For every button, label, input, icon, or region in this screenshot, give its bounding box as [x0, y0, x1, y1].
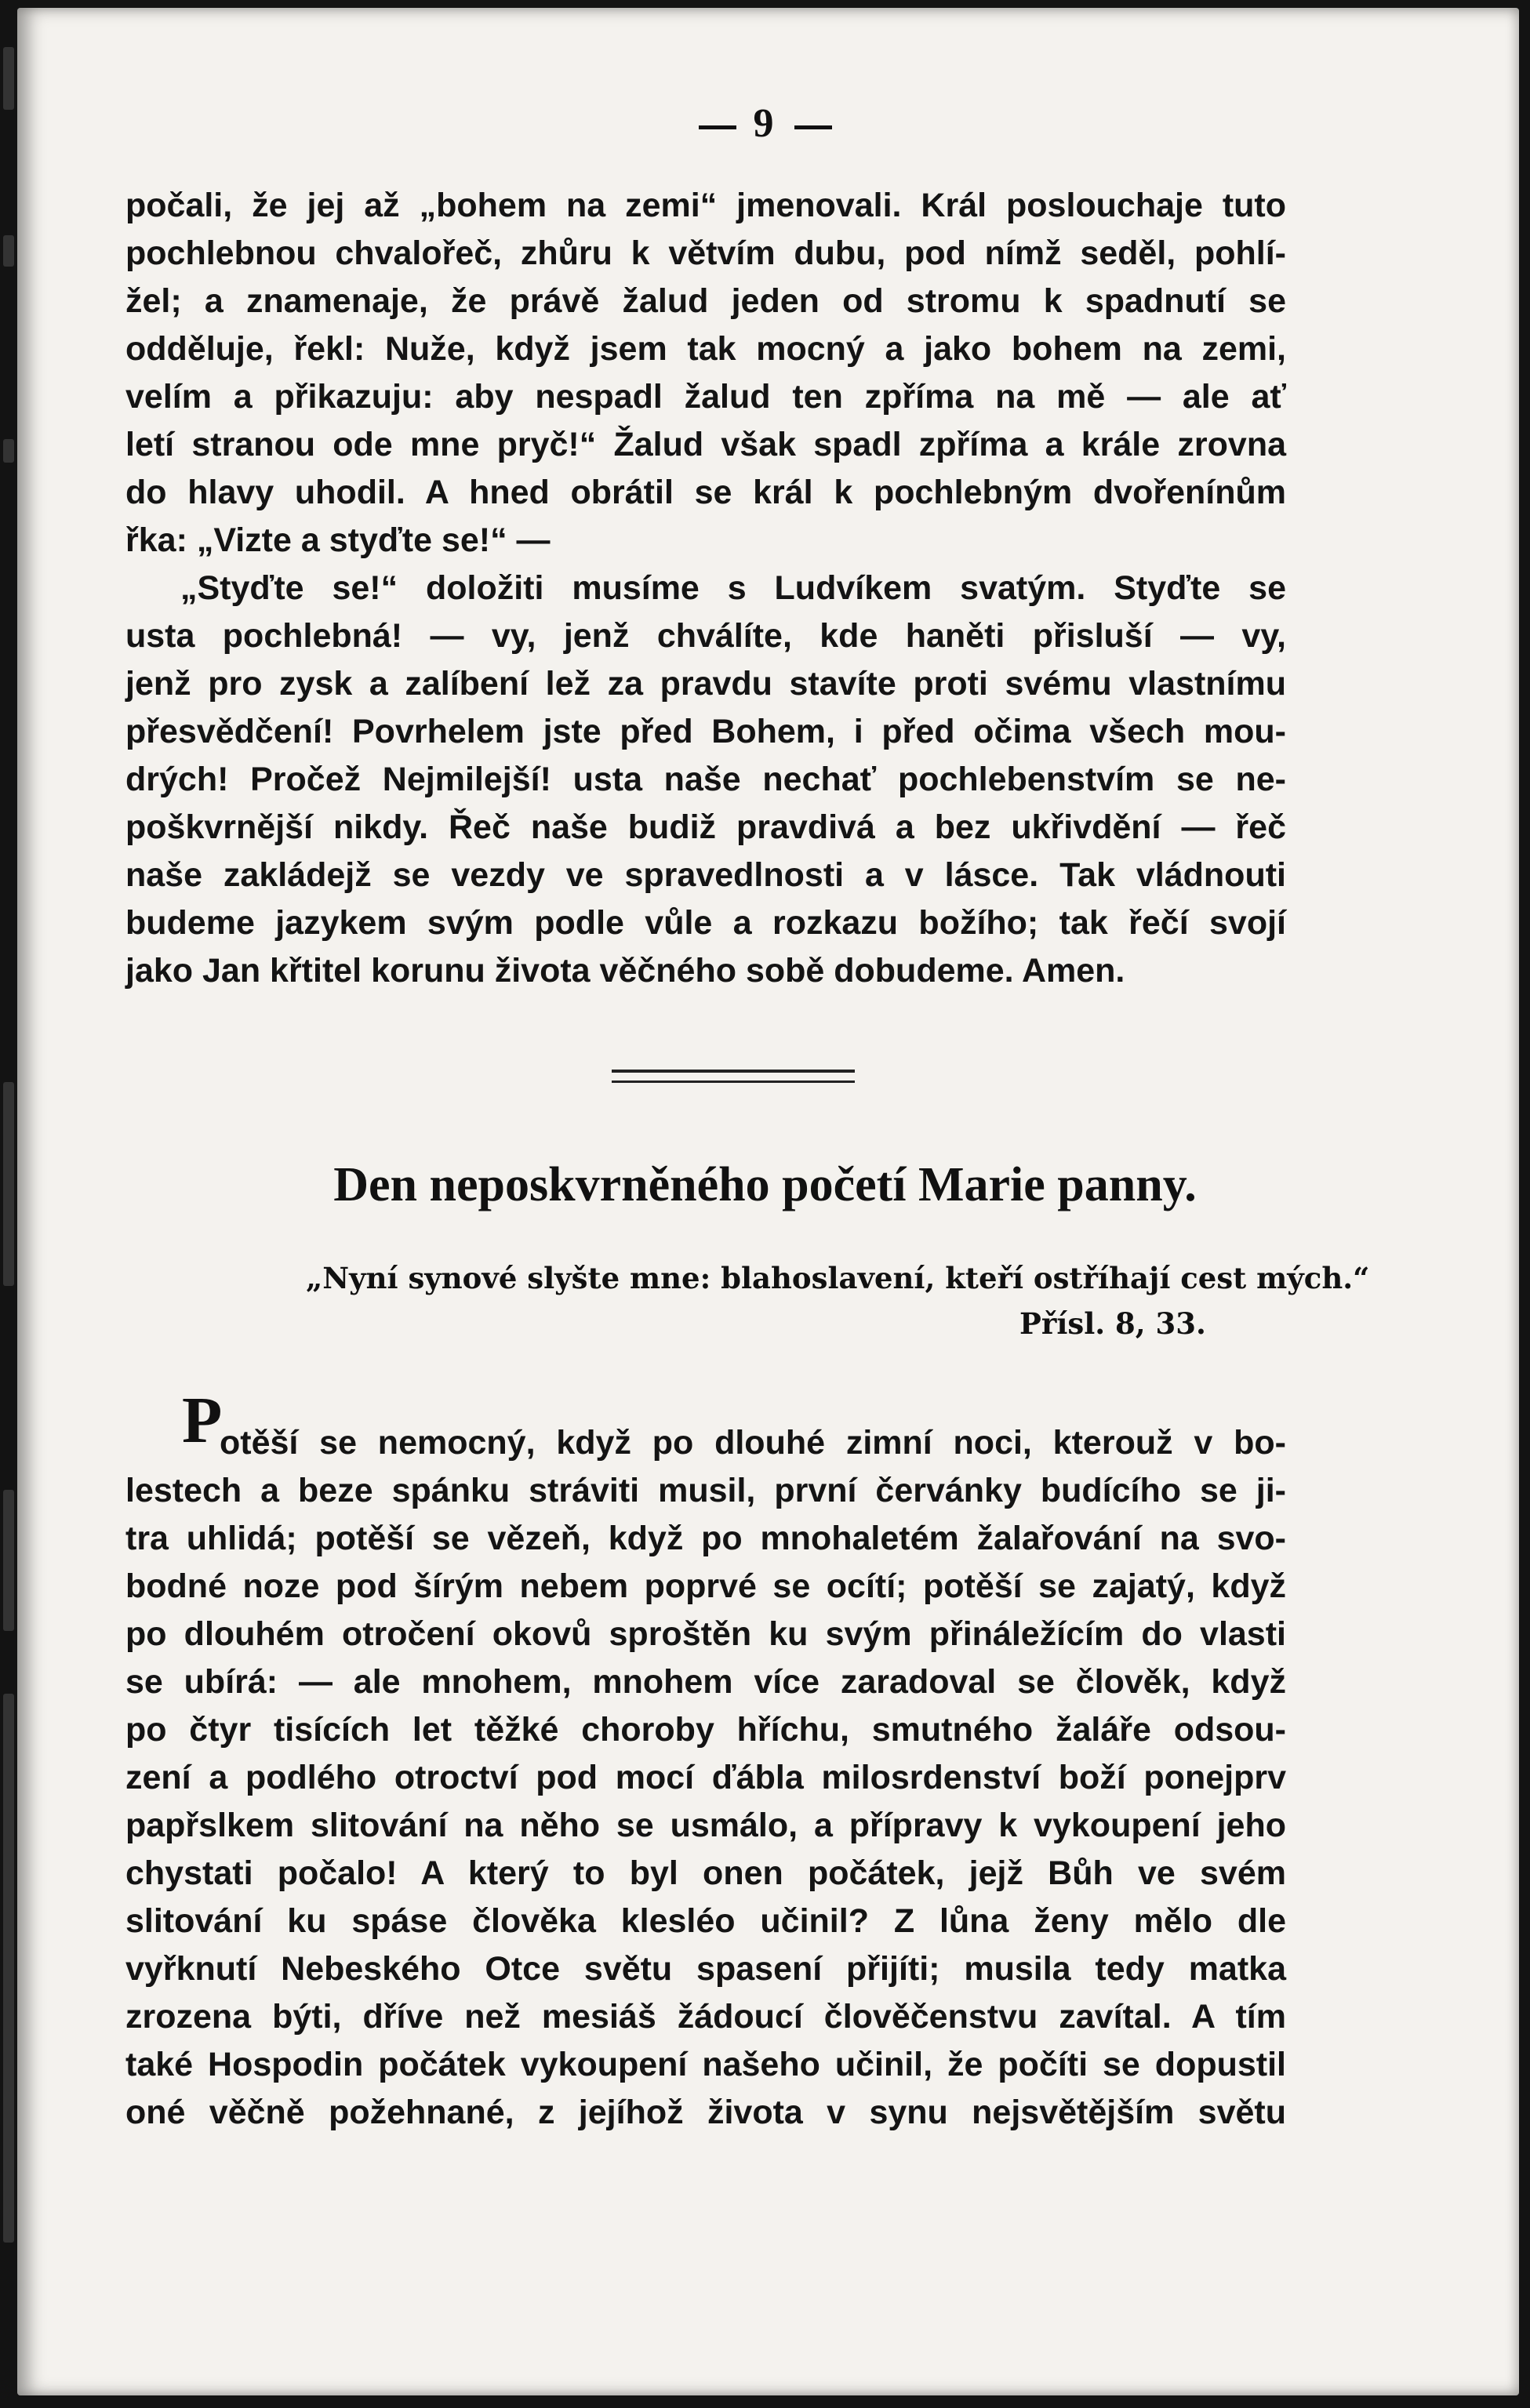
text-line: jako Jan křtitel korunu života věčného sobě dobudeme. Amen.: [125, 952, 1125, 990]
text-line: také Hospodin počátek vykoupení našeho učinil, že počíti se dopustil: [125, 2046, 1286, 2083]
text-line: naše zakládejž se vezdy ve spravedlnosti a v lásce. Tak vládnouti: [125, 856, 1286, 894]
right-dash: [794, 125, 832, 129]
text-line: slitování ku spáse člověka klesléo učinil? Z lůna ženy mělo dle: [125, 1902, 1286, 1940]
drop-cap: P: [182, 1384, 223, 1457]
text-line: vyřknutí Nebeského Otce světu spasení přijíti; musila tedy matka: [125, 1950, 1286, 1988]
text-line: přesvědčení! Povrhelem jste před Bohem, i před očima všech mou-: [125, 713, 1286, 750]
text-line: velím a přikazuju: aby nespadl žalud ten zpříma na mě — ale ať: [125, 378, 1286, 416]
text-line: jenž pro zysk a zalíbení lež za pravdu stavíte proti svému vlastnímu: [125, 665, 1286, 703]
section-body: [125, 1419, 1286, 2137]
text-line: po dlouhém otročení okovů sproštěn ku svým přináležícím do vlasti: [125, 1615, 1286, 1653]
text-line: odděluje, řekl: Nuže, když jsem tak mocný a jako bohem na zemi,: [125, 330, 1286, 368]
epigraph-reference: Přísl. 8, 33.: [1019, 1306, 1206, 1341]
text-line: letí stranou ode mne pryč!“ Žalud však spadl zpříma a krále zrovna: [125, 426, 1286, 463]
text-line: počali, že jej až „bohem na zemi“ jmenovali. Král poslouchaje tuto: [125, 187, 1286, 224]
text-line: zení a podlého otroctví pod mocí ďábla milosrdenství boží ponejprv: [125, 1759, 1286, 1796]
text-line: papřslkem slitování na něho se usmálo, a přípravy k vykoupení jeho: [125, 1807, 1286, 1844]
text-line: tra uhlidá; potěší se vězeň, když po mnohaletém žalařování na svo-: [125, 1520, 1286, 1557]
text-line: drých! Pročež Nejmilejší! usta naše nechať pochlebenstvím se ne-: [125, 761, 1286, 798]
text-line: „Styďte se!“ doložiti musíme s Ludvíkem svatým. Styďte se: [180, 569, 1286, 607]
text-line: řka: „Vizte a styďte se!“ —: [125, 521, 551, 559]
text-line: otěší se nemocný, když po dlouhé zimní noci, kterouž v bo-: [220, 1424, 1286, 1462]
text-line: oné věčně požehnané, z jejíhož života v synu nejsvětějším světu: [125, 2094, 1286, 2131]
text-line: do hlavy uhodil. A hned obrátil se král k pochlebným dvořenínům: [125, 474, 1286, 511]
top-paragraphs: [125, 182, 1286, 995]
text-line: pochlebnou chvalořeč, zhůru k větvím dubu, pod nímž seděl, pohlí-: [125, 234, 1286, 272]
text-line: žel; a znamenaje, že právě žalud jeden od stromu k spadnutí se: [125, 282, 1286, 320]
text-line: bodné noze pod šírým nebem poprvé se ocítí; potěší se zajatý, když: [125, 1567, 1286, 1605]
epigraph: „Nyní synové slyšte mne: blahoslavení, kteří ostříhají cest mých.“: [306, 1261, 1370, 1295]
text-line: zrozena býti, dříve než mesiáš žádoucí člověčenstvu zavítal. A tím: [125, 1998, 1286, 2036]
page-number: [0, 100, 1530, 147]
section-title: Den neposkvrněného početí Marie panny.: [333, 1158, 1197, 1211]
text-line: po čtyr tisících let těžké choroby hříchu, smutného žaláře odsou-: [125, 1711, 1286, 1749]
left-dash: [699, 125, 736, 129]
text-line: chystati počalo! A který to byl onen počátek, jejž Bůh ve svém: [125, 1854, 1286, 1892]
text-line: usta pochlebná! — vy, jenž chválíte, kde haněti přisluší — vy,: [125, 617, 1286, 655]
text-line: poškvrnější nikdy. Řeč naše budiž pravdivá a bez ukřivdění — řeč: [125, 808, 1286, 846]
section-divider: [612, 1070, 855, 1083]
text-line: budeme jazykem svým podle vůle a rozkazu božího; tak řečí svojí: [125, 904, 1286, 942]
page-number-value: 9: [753, 101, 777, 146]
text-line: se ubírá: — ale mnohem, mnohem více zaradoval se člověk, když: [125, 1663, 1286, 1701]
text-line: lestech a beze spánku stráviti musil, první červánky budícího se ji-: [125, 1472, 1286, 1509]
